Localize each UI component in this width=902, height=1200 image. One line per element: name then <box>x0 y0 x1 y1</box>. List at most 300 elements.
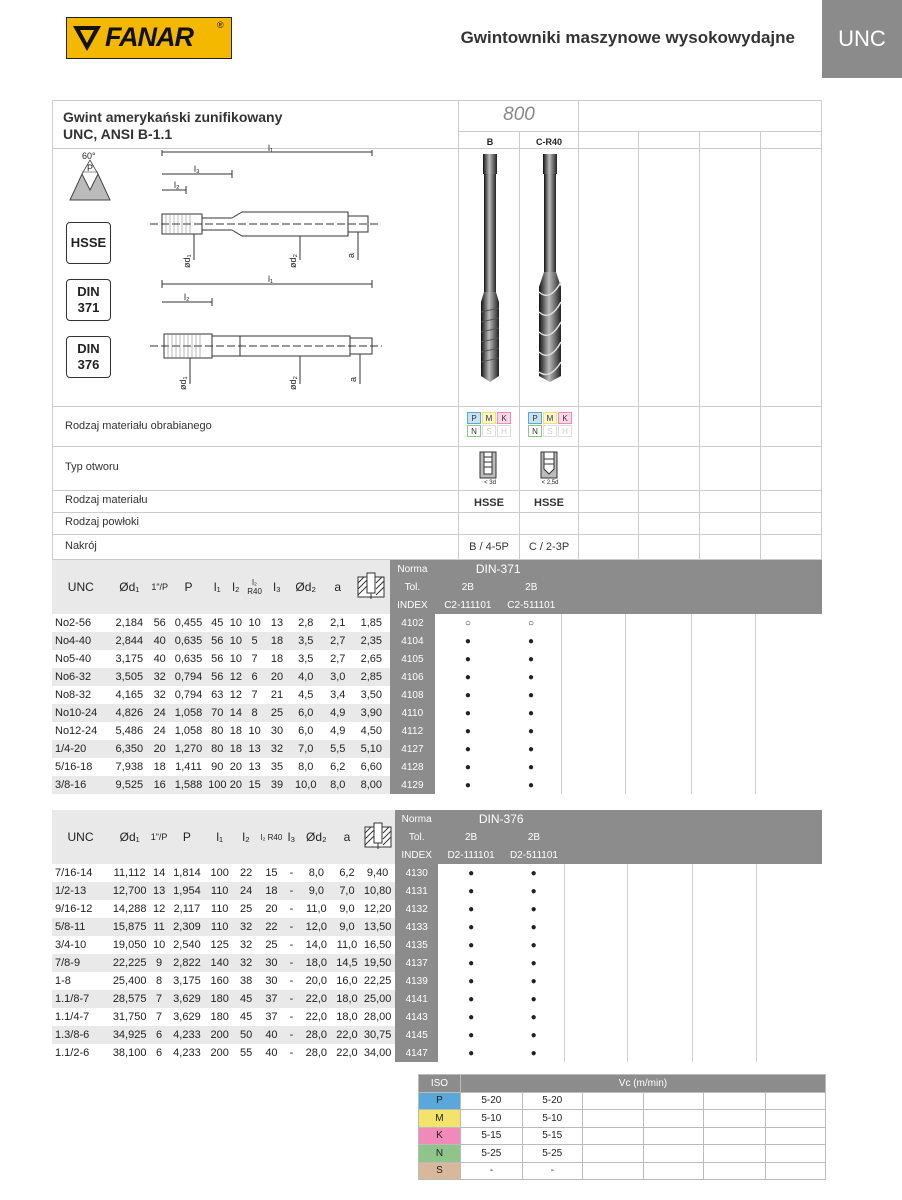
empty-cell <box>627 936 693 954</box>
cell-l2: 38 <box>239 975 253 987</box>
cell-l2: 55 <box>239 1047 253 1059</box>
cell-d1: 34,925 <box>109 1026 150 1044</box>
vc-value: 5-20 <box>460 1092 522 1110</box>
cell-index: 4128 <box>390 758 435 776</box>
index-label: INDEX <box>395 846 438 864</box>
table-row <box>52 900 822 918</box>
blind-hole-icon-b <box>479 451 497 479</box>
empty-cell <box>756 1044 822 1062</box>
cell-l2-r40: 8 <box>244 704 265 722</box>
empty-cell <box>692 776 756 794</box>
cell-a: 22,0 <box>334 1026 360 1044</box>
cell-hole-depth: 2,85 <box>353 668 390 686</box>
cell-p: 4,233 <box>173 1047 201 1059</box>
cell-b: ○ <box>464 617 471 629</box>
cell-l2: 45 <box>239 1011 253 1023</box>
cell-p: 2,309 <box>168 918 206 936</box>
cell-index: 4106 <box>390 668 435 686</box>
cell-l2-r40: 30 <box>259 954 284 972</box>
col-a: a <box>323 560 353 614</box>
index-label: INDEX <box>390 596 435 614</box>
empty-cell <box>562 686 626 704</box>
table-row <box>52 882 822 900</box>
cell-c: ● <box>530 1047 537 1059</box>
cell-unc: No4-40 <box>52 632 110 650</box>
empty-cell <box>704 1145 766 1163</box>
cell-index: 4130 <box>395 864 438 882</box>
cell-b: ● <box>464 761 471 773</box>
empty-cell <box>627 900 693 918</box>
cell-hole-depth: 8,00 <box>353 776 390 794</box>
cell-unc: No6-32 <box>52 668 110 686</box>
col-l3: l₃ <box>284 810 299 864</box>
cell-l2-r40: 5 <box>244 632 265 650</box>
cell-unc: 7/8-9 <box>52 954 109 972</box>
material-s: S <box>543 425 557 437</box>
empty-cell <box>756 614 822 632</box>
table-row <box>52 776 822 794</box>
iso-row <box>419 1092 826 1110</box>
cell-index: 4143 <box>395 1008 438 1026</box>
empty-cell <box>582 1092 644 1110</box>
svg-text:ød₂: ød₂ <box>288 376 298 390</box>
table-row <box>52 614 822 632</box>
empty-cell <box>562 650 626 668</box>
cell-d2: 6,0 <box>298 725 314 737</box>
table-row <box>52 650 822 668</box>
cell-l3: - <box>289 867 294 879</box>
empty-cell <box>626 740 692 758</box>
cell-l1: 45 <box>211 617 224 629</box>
cell-d1: 2,844 <box>110 632 149 650</box>
empty-cell <box>627 1026 693 1044</box>
cell-l1: 180 <box>210 1011 229 1023</box>
cell-d1: 11,112 <box>113 867 146 879</box>
cell-l3: - <box>284 954 299 972</box>
cell-l2: 25 <box>239 903 253 915</box>
cell-l3: 13 <box>270 617 284 629</box>
cell-unc: 1/2-13 <box>52 882 109 900</box>
cell-l3: - <box>289 903 294 915</box>
empty-cell <box>693 864 756 882</box>
empty-cell <box>693 882 756 900</box>
empty-cell <box>562 722 626 740</box>
vc-label: Vc (m/min) <box>460 1075 825 1093</box>
cell-l1: 125 <box>210 939 229 951</box>
cell-d1: 3,175 <box>115 653 144 665</box>
empty-cell <box>627 918 693 936</box>
empty-cell <box>756 704 822 722</box>
svg-text:l₁: l₁ <box>268 274 274 284</box>
svg-text:l₁: l₁ <box>268 143 274 153</box>
cell-l2: 32 <box>233 954 258 972</box>
empty-cell <box>582 1145 644 1163</box>
cell-a: 9,0 <box>339 903 355 915</box>
cell-p: 4,233 <box>168 1026 206 1044</box>
col-p: P <box>170 560 206 614</box>
cell-l3: 25 <box>265 704 288 722</box>
cell-hole-depth: 16,50 <box>363 939 392 951</box>
cell-tpi: 16 <box>149 776 170 794</box>
cell-l2: 20 <box>228 776 244 794</box>
cell-a: 6,2 <box>330 761 346 773</box>
cell-c: ● <box>530 975 537 987</box>
cell-d2: 28,0 <box>305 1047 328 1059</box>
material-n: N <box>467 425 481 437</box>
svg-text:a: a <box>346 252 356 258</box>
cell-hole-depth: 4,50 <box>360 725 383 737</box>
vc-value: 5-15 <box>522 1127 582 1145</box>
norma-value: DIN-376 <box>438 810 564 828</box>
col-hole-depth <box>353 560 390 614</box>
cell-tpi: 6 <box>156 1047 163 1059</box>
cell-a: 16,0 <box>336 975 358 987</box>
col-hole-depth <box>360 810 395 864</box>
svg-text:l₂: l₂ <box>174 180 180 190</box>
cell-d1: 31,750 <box>112 1011 147 1023</box>
iso-group: M <box>419 1110 461 1128</box>
empty-cell <box>766 1127 826 1145</box>
cell-l3: 18 <box>265 632 288 650</box>
cell-unc: No8-32 <box>55 689 92 701</box>
cell-hole-depth: 3,90 <box>353 704 390 722</box>
empty-cell <box>562 632 626 650</box>
cell-c: ● <box>530 993 537 1005</box>
cell-l2-r40: 10 <box>248 725 261 737</box>
hole-depth-icon <box>363 821 393 851</box>
material-k: K <box>558 412 572 424</box>
cell-l2: 18 <box>229 725 243 737</box>
cell-index: 4132 <box>395 900 438 918</box>
cell-b: ● <box>468 993 475 1005</box>
cell-b: ● <box>468 921 475 933</box>
cell-b: ● <box>464 671 471 683</box>
vc-value: 5-10 <box>522 1110 582 1128</box>
cell-l2-r40: 10 <box>248 617 261 629</box>
cell-l1: 110 <box>206 918 233 936</box>
cell-p: 0,794 <box>174 689 203 701</box>
cell-c: ● <box>528 707 535 719</box>
page-title: Gwintowniki maszynowe wysokowydajne <box>460 28 795 47</box>
cell-hole-depth: 9,40 <box>366 867 389 879</box>
cell-hole-depth: 2,35 <box>353 632 390 650</box>
cell-d1: 7,938 <box>115 761 144 773</box>
cell-a: 2,7 <box>330 653 346 665</box>
section-title <box>63 109 282 143</box>
cell-c: ● <box>528 761 535 773</box>
empty-cell <box>693 900 756 918</box>
table-row <box>52 632 822 650</box>
cell-index: 4147 <box>395 1044 438 1062</box>
table-row <box>52 954 822 972</box>
cell-tpi: 10 <box>152 939 166 951</box>
empty-cell <box>756 686 822 704</box>
empty-cell <box>582 1162 644 1180</box>
empty-cell <box>693 972 756 990</box>
cell-b: ● <box>468 1011 475 1023</box>
cell-p: 1,411 <box>175 761 202 773</box>
cell-hole-depth: 30,75 <box>360 1026 395 1044</box>
cell-b: ● <box>464 707 471 719</box>
cell-l2-r40: 30 <box>265 975 278 987</box>
cell-p: 1,954 <box>168 882 206 900</box>
cell-a: 3,4 <box>330 689 346 701</box>
cell-l2-r40: 40 <box>265 1047 278 1059</box>
empty-cell <box>692 632 756 650</box>
cell-index: 4127 <box>390 740 435 758</box>
cell-c: ● <box>530 903 537 915</box>
svg-text:ød₁: ød₁ <box>182 254 192 268</box>
table-row <box>52 990 822 1008</box>
cell-l2-r40: 22 <box>259 918 284 936</box>
section-title-line1: Gwint amerykański zunifikowany <box>63 109 283 125</box>
cell-l1: 110 <box>206 882 233 900</box>
table-row <box>52 1044 822 1062</box>
cell-l2: 50 <box>233 1026 258 1044</box>
cell-d1: 22,225 <box>109 954 150 972</box>
col-l2-r40: l₂ R40 <box>259 810 284 864</box>
table-row <box>52 758 822 776</box>
cell-unc: 3/8-16 <box>52 776 110 794</box>
table-row <box>52 972 822 990</box>
svg-text:l₂: l₂ <box>184 292 190 302</box>
cell-l2-r40: 25 <box>265 939 278 951</box>
cell-l2: 24 <box>233 882 258 900</box>
cell-d2: 9,0 <box>299 882 334 900</box>
iso-row <box>419 1110 826 1128</box>
empty-cell <box>756 668 822 686</box>
material-c: HSSE <box>534 497 564 509</box>
cell-l2-r40: 13 <box>244 740 265 758</box>
cell-d1: 4,826 <box>110 704 149 722</box>
col-l2: l₂ <box>228 560 244 614</box>
empty-cell <box>562 758 626 776</box>
cell-d1: 4,165 <box>115 689 144 701</box>
empty-cell <box>756 972 822 990</box>
cell-unc: 1.3/8-6 <box>52 1026 109 1044</box>
cell-d2: 7,0 <box>289 740 323 758</box>
cell-l2-r40: 18 <box>259 882 284 900</box>
fanar-logo <box>66 17 232 59</box>
cell-unc: 1-8 <box>55 975 71 987</box>
empty-cell <box>564 900 627 918</box>
norma-label: Norma <box>390 560 435 578</box>
cell-l1: 100 <box>210 867 229 879</box>
cell-d2: 14,0 <box>305 939 328 951</box>
cell-l2-r40: 20 <box>265 903 278 915</box>
table-row <box>52 864 822 882</box>
empty-cell <box>562 668 626 686</box>
cell-d2: 28,0 <box>299 1026 334 1044</box>
logo-registered: ® <box>217 20 224 30</box>
cell-index: 4104 <box>390 632 435 650</box>
empty-cell <box>756 1026 822 1044</box>
material-k: K <box>497 412 511 424</box>
cell-d1: 38,100 <box>112 1047 147 1059</box>
cell-l2-r40: 37 <box>265 1011 278 1023</box>
tap-drawing-din371 <box>150 143 390 270</box>
cell-l3: - <box>289 939 294 951</box>
empty-cell <box>564 990 627 1008</box>
coating-label: Rodzaj powłoki <box>65 516 139 528</box>
cell-unc: No10-24 <box>52 704 110 722</box>
cell-l1: 80 <box>207 740 228 758</box>
empty-cell <box>756 882 822 900</box>
table-row <box>52 686 822 704</box>
cell-tpi: 20 <box>149 740 170 758</box>
cell-d1: 12,700 <box>109 882 150 900</box>
cell-l3: 30 <box>270 725 284 737</box>
iso-row <box>419 1145 826 1163</box>
cell-l1: 80 <box>211 725 224 737</box>
cell-unc: 1.1/8-7 <box>52 990 109 1008</box>
material-group-c <box>528 412 574 438</box>
section-title-line2: UNC, ANSI B-1.1 <box>63 126 173 142</box>
cell-tpi: 7 <box>156 1011 163 1023</box>
cell-l2: 18 <box>228 740 244 758</box>
material-h: H <box>558 425 572 437</box>
cell-tpi: 6 <box>150 1026 168 1044</box>
cell-l2: 10 <box>229 653 243 665</box>
material-p: P <box>528 412 542 424</box>
empty-cell <box>692 650 756 668</box>
cell-unc: 9/16-12 <box>55 903 93 915</box>
col-tpi: 1"/P <box>149 560 170 614</box>
cell-a: 4,9 <box>330 725 346 737</box>
hole-depth-b: < 3d <box>484 480 496 486</box>
col-l3: l₃ <box>265 560 288 614</box>
cell-unc: No12-24 <box>55 725 98 737</box>
empty-cell <box>693 1026 756 1044</box>
cell-l3: - <box>284 882 299 900</box>
empty-cell <box>766 1145 826 1163</box>
cell-c: ○ <box>528 617 535 629</box>
cell-index: 4112 <box>390 722 435 740</box>
hsse-badge <box>66 222 111 264</box>
empty-cell <box>756 918 822 936</box>
cell-p: 2,822 <box>168 954 206 972</box>
col-l1: l₁ <box>207 560 228 614</box>
cell-p: 0,455 <box>174 617 203 629</box>
material-n: N <box>528 425 542 437</box>
cell-b: ● <box>464 743 471 755</box>
cell-d2: 22,0 <box>299 990 334 1008</box>
vc-value: 5-20 <box>522 1092 582 1110</box>
cell-p: 3,629 <box>173 1011 201 1023</box>
empty-cell <box>756 954 822 972</box>
hole-type-label: Typ otworu <box>65 461 119 473</box>
cell-p: 0,635 <box>170 632 206 650</box>
tol-label: Tol. <box>395 828 438 846</box>
hole-depth-icon <box>356 571 386 601</box>
empty-cell <box>756 900 822 918</box>
cell-index: 4137 <box>395 954 438 972</box>
cell-d1: 3,505 <box>110 668 149 686</box>
empty-cell <box>627 1008 693 1026</box>
cell-b: ● <box>464 653 471 665</box>
cell-l2: 10 <box>228 632 244 650</box>
cell-c: ● <box>528 689 535 701</box>
empty-cell <box>756 864 822 882</box>
empty-cell <box>756 776 822 794</box>
cell-a: 5,5 <box>323 740 353 758</box>
empty-cell <box>626 758 692 776</box>
cell-d2: 20,0 <box>305 975 328 987</box>
empty-cell <box>627 972 693 990</box>
empty-cell <box>627 990 693 1008</box>
cell-hole-depth: 25,00 <box>360 990 395 1008</box>
cell-unc: 1.1/4-7 <box>55 1011 90 1023</box>
cell-l3: - <box>289 975 294 987</box>
empty-cell <box>626 722 692 740</box>
cell-l2-r40: 40 <box>259 1026 284 1044</box>
cell-p: 0,635 <box>174 653 203 665</box>
cell-c: ● <box>530 939 537 951</box>
empty-cell <box>704 1092 766 1110</box>
material-group-label: Rodzaj materiału obrabianego <box>65 420 212 432</box>
cell-hole-depth: 1,85 <box>360 617 383 629</box>
cell-d2: 11,0 <box>306 903 327 915</box>
tol-label: Tol. <box>390 578 435 596</box>
svg-text:ød₂: ød₂ <box>288 254 298 268</box>
cell-tpi: 32 <box>153 689 166 701</box>
cell-l1: 180 <box>206 990 233 1008</box>
cell-d2: 4,0 <box>289 668 323 686</box>
logo-text: FANAR <box>105 22 193 52</box>
cell-l1: 90 <box>211 761 224 773</box>
cell-d2: 8,0 <box>298 761 314 773</box>
cell-index: 4110 <box>390 704 435 722</box>
empty-cell <box>693 1008 756 1026</box>
cell-l1: 70 <box>207 704 228 722</box>
cell-hole-depth: 28,00 <box>363 1011 392 1023</box>
cell-c: ● <box>528 743 535 755</box>
cell-hole-depth: 34,00 <box>363 1047 392 1059</box>
empty-cell <box>692 722 756 740</box>
cell-c: ● <box>530 957 537 969</box>
din371-badge: DIN 371 <box>66 279 111 321</box>
cell-l2-r40: 13 <box>248 761 261 773</box>
cell-b: ● <box>468 885 475 897</box>
cell-l3: - <box>289 1011 294 1023</box>
cell-l2: 20 <box>229 761 243 773</box>
cell-unc: 3/4-10 <box>55 939 87 951</box>
cell-d1: 14,288 <box>112 903 147 915</box>
cell-c: ● <box>530 885 537 897</box>
svg-text:l₃: l₃ <box>194 164 200 174</box>
cell-c: ● <box>528 653 535 665</box>
cell-l1: 200 <box>210 1047 229 1059</box>
table-row <box>52 722 822 740</box>
table-row <box>52 1008 822 1026</box>
angle-label: 60° <box>82 151 96 161</box>
cell-l2: 10 <box>229 617 243 629</box>
col-unc: UNC <box>52 810 109 864</box>
empty-cell <box>562 740 626 758</box>
cell-d2: 12,0 <box>299 918 334 936</box>
table-row <box>52 704 822 722</box>
empty-cell <box>627 864 693 882</box>
pitch-label: P <box>87 163 94 173</box>
table-row <box>52 1026 822 1044</box>
empty-cell <box>644 1145 704 1163</box>
cell-index: 4141 <box>395 990 438 1008</box>
cell-index: 4131 <box>395 882 438 900</box>
cell-tpi: 40 <box>153 653 166 665</box>
cell-a: 14,5 <box>334 954 360 972</box>
chamfer-b: B / 4-5P <box>469 541 509 553</box>
material-b: HSSE <box>474 497 504 509</box>
